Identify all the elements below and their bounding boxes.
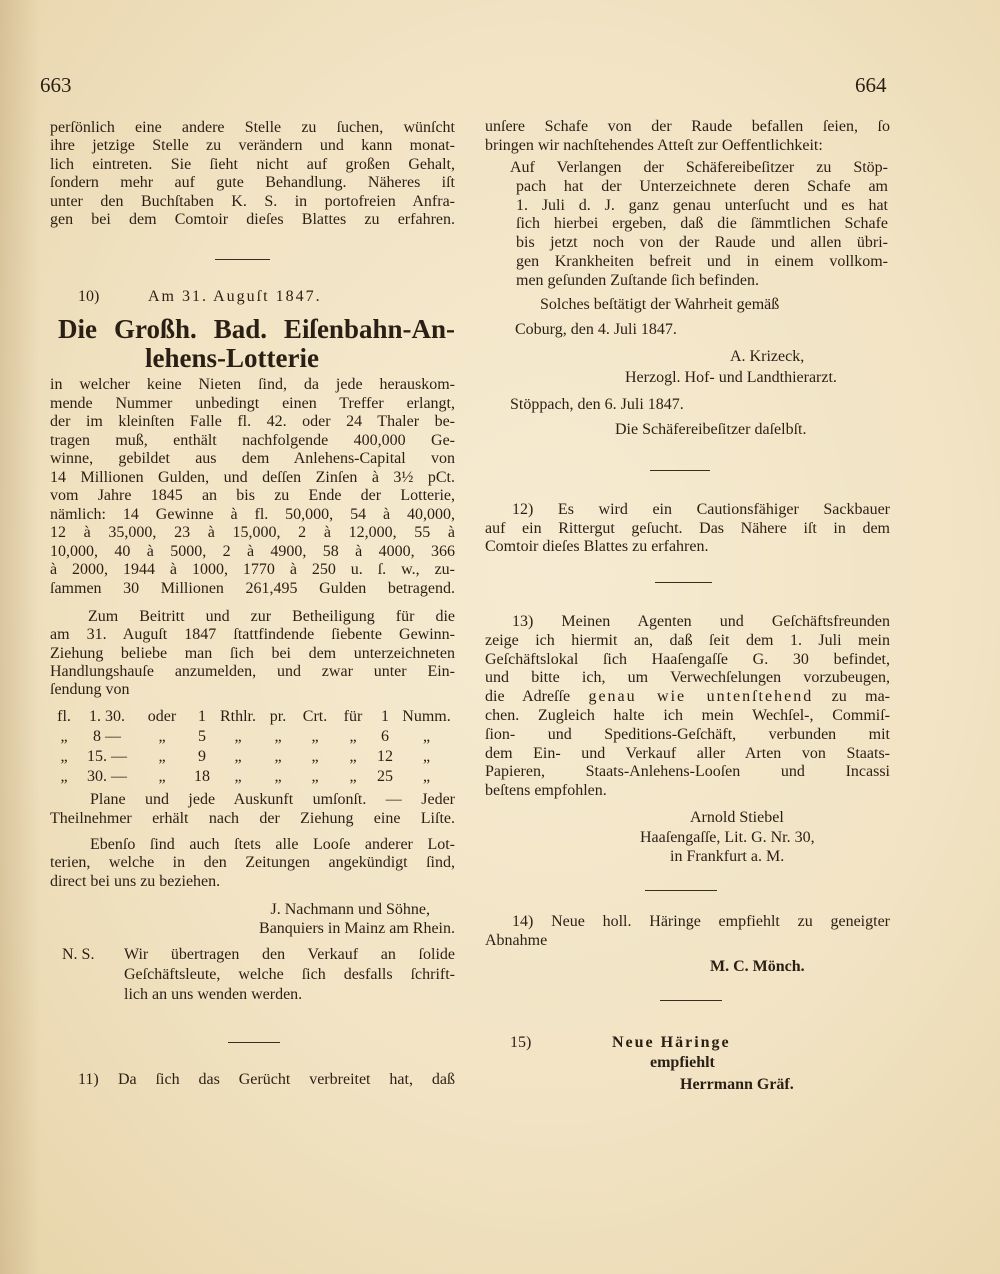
ad-12	[485, 501, 890, 557]
signature-line: Arnold Stiebel	[690, 809, 784, 826]
text-line: Zum Beitritt und zur Betheiligung für die	[88, 608, 455, 625]
signer-title: Herzogl. Hof- und Landthierarzt.	[625, 369, 837, 386]
ad-9-continuation	[50, 119, 455, 229]
table-cell: „	[349, 728, 357, 745]
text-line: à 2000, 1944 à 1000, 1770 à 250 u. ſ. w., zu-	[50, 561, 455, 578]
ad-number: 12)	[512, 501, 534, 518]
table-cell: „	[274, 748, 282, 765]
signature-line: M. C. Mönch.	[710, 958, 805, 975]
signature-line: in Frankfurt a. M.	[670, 848, 785, 865]
table-cell: 6	[381, 728, 389, 745]
separator-rule	[215, 259, 270, 260]
table-cell: Crt.	[302, 708, 328, 725]
veterinary-attest	[510, 159, 888, 291]
table-cell: „	[60, 748, 68, 765]
table-cell: „	[274, 768, 282, 785]
ad-number: 13)	[512, 613, 534, 630]
place-date: Stöppach, den 6. Juli 1847.	[510, 396, 684, 413]
text-line: terien, welche in den Zeitungen angekündigt ſind,	[50, 854, 455, 872]
text-line: ihre jetzige Stelle zu verändern und kann monat-	[50, 137, 455, 155]
lottery-description	[50, 376, 455, 598]
table-row	[50, 747, 455, 767]
text-line: dem Ein- und Verkauf aller Arten von Staats-	[485, 744, 890, 762]
text-line: bis jetzt noch von der Raude und allen übri-	[516, 234, 888, 252]
table-cell: 12	[377, 748, 393, 765]
text-line: ſendung von	[50, 681, 130, 699]
text-line: unſere Schafe von der Raude befallen ſeien, ſo	[485, 118, 890, 135]
text-line: zeige ich hiermit an, daß ſeit dem 1. Juli mein	[485, 631, 890, 649]
text-line: Geſchäftslokal ſich Haaſengaſſe G. 30 befindet,	[485, 650, 890, 668]
ad-11-continuation	[485, 117, 890, 155]
signer-name: A. Krizeck,	[730, 348, 805, 365]
postscript	[62, 945, 455, 1005]
table-cell: „	[158, 728, 166, 745]
text-line: tragen muß, enthält nachfolgende 400,000 Ge-	[50, 431, 455, 449]
table-cell: 1	[198, 708, 206, 725]
text-line: und bitte ich, um Verwechſelungen vorzubeugen,	[485, 669, 890, 687]
table-cell: 1	[381, 708, 389, 725]
table-cell: Rthlr.	[219, 708, 256, 725]
text-line: bringen wir nachſtehendes Atteſt zur Oeffentlichkeit:	[485, 137, 823, 154]
table-cell: „	[422, 748, 431, 765]
table-cell: „	[60, 728, 68, 745]
table-cell: für	[343, 708, 363, 725]
ad-text: empfiehlt	[650, 1054, 715, 1071]
text-line: chen. Zugleich halte ich mein Wechſel-, Commiſ-	[485, 706, 890, 724]
text-line: beſtens empfohlen.	[485, 782, 607, 800]
title-line: lehens-Lotterie	[145, 343, 319, 373]
text-line: Handlungshauſe anzumelden, und zwar unter Ein-	[50, 662, 455, 680]
text-line: Auf Verlangen der Schäfereibeſitzer zu Stöp-	[510, 159, 888, 176]
text-line: direct bei uns zu beziehen.	[50, 872, 221, 890]
text-segment: Meinen Agenten und Geſchäftsfreunden	[561, 613, 890, 630]
text-line: nämlich: 14 Gewinne à fl. 50,000, 54 à 40,000,	[50, 505, 455, 523]
ad-11-start	[50, 1071, 455, 1089]
table-cell: „	[234, 748, 242, 765]
table-cell: „	[311, 728, 319, 745]
table-cell: oder	[147, 708, 177, 725]
text-line: ſich hierbei ergeben, daß die ſämmtlichen Schafe	[516, 215, 888, 233]
text-line: Ebenſo ſind auch ſtets alle Looſe anderer Lot-	[90, 836, 455, 853]
separator-rule	[660, 1000, 722, 1001]
table-row	[50, 767, 455, 787]
text-line: vom Jahre 1845 an bis zu Ende der Lotterie,	[50, 487, 455, 504]
spaced-text: genau wie untenſtehend	[588, 688, 814, 706]
ad-10-signature	[50, 901, 455, 938]
table-cell: „	[311, 748, 319, 765]
text-line: gen bei dem Comtoir dieſes Blattes zu erfahren.	[50, 211, 455, 229]
separator-rule	[645, 890, 717, 891]
text-line: 10,000, 40 à 5000, 2 à 4900, 58 à 4000, 366	[50, 542, 455, 560]
table-row	[50, 727, 455, 747]
text-line: Plane und jede Auskunft umſonſt. — Jeder	[90, 791, 455, 808]
text-line	[485, 613, 890, 632]
table-cell: Numm.	[402, 708, 451, 725]
text-line: perſönlich eine andere Stelle zu ſuchen, wünſcht	[50, 119, 455, 136]
text-segment: zu ma-	[831, 688, 891, 706]
text-line: Geſchäftsleute, welche ſich desfalls ſchrift-	[124, 966, 455, 983]
table-cell: pr.	[269, 708, 287, 725]
table-cell: „	[234, 728, 242, 745]
text-line: lich an uns wenden werden.	[124, 986, 303, 1003]
text-line: Da ſich das Gerücht verbreitet hat, daß	[118, 1071, 455, 1088]
text-line: mende Nummer unbedingt einen Treffer erlangt,	[50, 394, 455, 412]
ad-number: 14)	[512, 913, 534, 930]
confirmation-line: Solches beſtätigt der Wahrheit gemäß	[540, 296, 780, 313]
table-cell: „	[422, 728, 431, 745]
place-date: Coburg, den 4. Juli 1847.	[515, 321, 677, 338]
text-line: am 31. Auguſt 1847 ſtattfindende ſiebente Gewinn-	[50, 626, 455, 644]
text-segment: Es wird ein Cautionsfähiger Sackbauer	[557, 501, 890, 518]
text-line: 1. Juli d. J. ganz genau unterſucht und es hat	[516, 196, 888, 214]
ad-13	[485, 613, 890, 801]
table-cell: „	[158, 768, 166, 785]
text-line	[485, 501, 890, 520]
table-cell: „	[234, 768, 242, 785]
participation-paragraph	[50, 608, 455, 699]
signature-line: J. Nachmann und Söhne,	[270, 901, 430, 918]
text-line: pach hat der Unterzeichnete deren Schafe am	[516, 177, 888, 195]
text-line: Papieren, Staats-Anlehens-Looſen und Incassi	[485, 763, 890, 781]
table-cell: 30. —	[87, 768, 127, 785]
text-line: lich eintreten. Sie ſieht nicht auf großen Gehalt,	[50, 155, 455, 173]
ad-number: 10)	[78, 288, 100, 305]
text-line: 14 Millionen Gulden, und deſſen Zinſen à 3½ pCt.	[50, 468, 455, 486]
text-line: ſion- und Speditions-Geſchäft, verbunden mit	[485, 725, 890, 743]
ad-14	[485, 913, 890, 950]
ad-headline: Neue Häringe	[612, 1034, 731, 1051]
text-line: Ziehung beliebe man ſich bei dem unterzeichneten	[50, 644, 455, 662]
ad-number: 15)	[510, 1034, 532, 1051]
separator-rule	[655, 582, 712, 583]
signer-name: Die Schäfereibeſitzer daſelbſt.	[615, 421, 807, 438]
text-line	[485, 688, 890, 707]
table-cell: „	[311, 768, 319, 785]
table-cell: „	[422, 768, 431, 785]
separator-rule	[228, 1042, 280, 1043]
text-line: ſondern mehr auf gute Behandlung. Näheres iſt	[50, 174, 455, 192]
text-line: 12 à 35,000, 23 à 15,000, 2 à 12,000, 55 à	[50, 524, 455, 541]
table-cell: „	[349, 768, 357, 785]
signature-line: Banquiers in Mainz am Rhein.	[259, 919, 455, 937]
price-table	[50, 707, 455, 787]
table-cell: 15. —	[87, 748, 127, 765]
ad-number: 11)	[78, 1071, 99, 1088]
table-row	[50, 707, 455, 727]
text-line: unter den Buchſtaben K. S. in portofreien Anfra-	[50, 192, 455, 210]
text-line: gen Krankheiten befreit und in einem vollkom-	[516, 252, 888, 270]
table-cell: 25	[377, 768, 393, 785]
info-paragraph	[50, 791, 455, 828]
page-number-left: 663	[40, 73, 72, 97]
table-cell: 1. 30.	[89, 708, 125, 725]
page-number-right: 664	[855, 73, 887, 97]
table-cell: „	[158, 748, 166, 765]
separator-rule	[650, 470, 710, 471]
table-cell: fl.	[57, 708, 71, 725]
text-line: in welcher keine Nieten ſind, da jede herauskom-	[50, 376, 455, 393]
text-line: winne, gebildet aus dem Anlehens-Capital von	[50, 450, 455, 467]
text-segment: die Adreſſe	[485, 688, 571, 706]
postscript-label: N. S.	[62, 946, 95, 963]
text-line: Wir übertragen den Verkauf an ſolide	[124, 946, 455, 963]
signature-line: Herrmann Gräf.	[680, 1076, 794, 1093]
other-lotteries-paragraph	[50, 836, 455, 891]
text-line: Comtoir dieſes Blattes zu erfahren.	[485, 538, 709, 555]
text-line: der im kleinſten Falle fl. 42. oder 24 Thaler be-	[50, 413, 455, 430]
ad-date: Am 31. Auguſt 1847.	[148, 288, 322, 305]
table-cell: „	[349, 748, 357, 765]
text-segment: Neue holl. Häringe empfiehlt zu geneigter	[551, 913, 890, 930]
table-cell: „	[274, 728, 282, 745]
ad-10-header	[50, 288, 455, 306]
table-cell: „	[60, 768, 68, 785]
table-cell: 9	[198, 748, 206, 765]
signature-line: Haaſengaſſe, Lit. G. Nr. 30,	[640, 829, 815, 846]
text-line: Theilnehmer erhält nach der Ziehung eine Liſte.	[50, 809, 455, 827]
text-line: ſammen 30 Millionen 261,495 Gulden betragend.	[50, 579, 455, 597]
text-line	[485, 913, 890, 932]
table-cell: 18	[194, 768, 210, 785]
title-line: Die Großh. Bad. Eiſenbahn-An-	[58, 314, 455, 344]
text-line: auf ein Rittergut geſucht. Das Nähere iſt in dem	[485, 519, 890, 537]
lottery-title	[58, 315, 455, 373]
table-cell: 8 —	[93, 728, 121, 745]
text-line: men geſunden Zuſtande ſich befinden.	[516, 271, 760, 289]
text-line: Abnahme	[485, 931, 548, 949]
table-cell: 5	[198, 728, 206, 745]
